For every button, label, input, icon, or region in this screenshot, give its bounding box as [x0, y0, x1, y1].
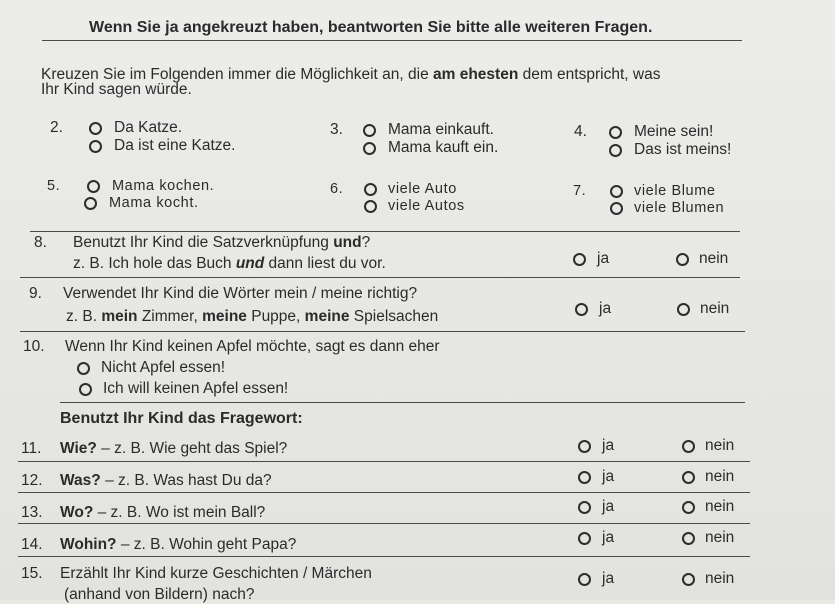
- radio-circle[interactable]: [364, 183, 377, 196]
- radio-circle[interactable]: [77, 362, 90, 375]
- option-ja: ja: [602, 529, 615, 546]
- choice-number: 3.: [330, 121, 343, 138]
- choice-option: Meine sein!: [634, 123, 714, 140]
- intro-line-2: Ihr Kind sagen würde.: [41, 81, 192, 98]
- radio-circle[interactable]: [609, 144, 622, 157]
- choice-option: viele Auto: [388, 181, 457, 197]
- option-ja: ja: [602, 468, 615, 485]
- question-10-option: Ich will keinen Apfel essen!: [103, 380, 289, 397]
- intro-line-1: Kreuzen Sie im Folgenden immer die Möglichkeit an, die am ehesten dem entspricht, was: [41, 66, 661, 83]
- divider: [18, 556, 750, 557]
- question-9-example: z. B. mein Zimmer, meine Puppe, meine Spielsachen: [66, 308, 439, 325]
- option-nein: nein: [705, 529, 735, 546]
- question-text: Wohin? – z. B. Wohin geht Papa?: [60, 536, 297, 553]
- radio-no[interactable]: [682, 440, 695, 453]
- radio-yes[interactable]: [578, 501, 591, 514]
- choice-number: 2.: [50, 119, 63, 136]
- divider: [18, 492, 750, 493]
- choice-option: viele Blumen: [634, 200, 725, 216]
- radio-no[interactable]: [682, 501, 695, 514]
- choice-option: Das ist meins!: [634, 141, 732, 158]
- radio-no[interactable]: [677, 303, 690, 316]
- radio-yes[interactable]: [578, 440, 591, 453]
- question-15-text-cont: (anhand von Bildern) nach?: [64, 586, 255, 603]
- choice-number: 6.: [330, 181, 344, 197]
- option-nein: nein: [705, 468, 735, 485]
- header-instruction: Wenn Sie ja angekreuzt haben, beantworten Sie bitte alle weiteren Fragen.: [89, 19, 653, 36]
- question-10-option: Nicht Apfel essen!: [101, 359, 226, 376]
- question-number: 13.: [21, 504, 43, 521]
- question-10-text: Wenn Ihr Kind keinen Apfel möchte, sagt es dann eher: [65, 338, 440, 355]
- question-text: Wo? – z. B. Wo ist mein Ball?: [60, 504, 266, 521]
- divider: [20, 277, 740, 278]
- radio-yes[interactable]: [573, 253, 586, 266]
- option-ja: ja: [599, 300, 612, 317]
- radio-circle[interactable]: [89, 140, 102, 153]
- radio-no[interactable]: [682, 471, 695, 484]
- question-number: 12.: [21, 472, 43, 489]
- radio-circle[interactable]: [609, 126, 622, 139]
- option-nein: nein: [705, 437, 735, 454]
- choice-number: 7.: [573, 183, 587, 199]
- option-nein: nein: [705, 498, 735, 515]
- radio-circle[interactable]: [610, 185, 623, 198]
- question-15-text: Erzählt Ihr Kind kurze Geschichten / Märchen: [60, 565, 372, 582]
- choice-option: viele Blume: [634, 183, 716, 199]
- option-ja: ja: [602, 498, 615, 515]
- radio-no[interactable]: [676, 253, 689, 266]
- option-nein: nein: [699, 250, 729, 267]
- question-number: 8.: [34, 234, 47, 251]
- question-number: 15.: [21, 565, 43, 582]
- choice-option: Da Katze.: [114, 119, 183, 136]
- radio-circle[interactable]: [363, 124, 376, 137]
- question-8-text: Benutzt Ihr Kind die Satzverknüpfung und?: [73, 234, 371, 251]
- question-number: 11.: [21, 440, 42, 457]
- radio-yes[interactable]: [578, 573, 591, 586]
- radio-circle[interactable]: [364, 200, 377, 213]
- question-number: 9.: [29, 285, 42, 302]
- option-nein: nein: [705, 570, 735, 587]
- radio-circle[interactable]: [79, 383, 92, 396]
- choice-option: Mama kochen.: [112, 178, 215, 194]
- option-ja: ja: [597, 250, 610, 267]
- question-number: 10.: [23, 338, 45, 355]
- divider: [30, 231, 740, 232]
- section-title: Benutzt Ihr Kind das Fragewort:: [60, 410, 303, 427]
- option-ja: ja: [602, 437, 615, 454]
- choice-option: Mama kauft ein.: [388, 139, 499, 156]
- choice-option: viele Autos: [388, 198, 465, 214]
- radio-circle[interactable]: [610, 202, 623, 215]
- radio-no[interactable]: [682, 573, 695, 586]
- choice-number: 4.: [574, 123, 587, 140]
- radio-circle[interactable]: [89, 122, 102, 135]
- question-text: Was? – z. B. Was hast Du da?: [60, 472, 272, 489]
- choice-option: Mama einkauft.: [388, 121, 494, 138]
- question-number: 14.: [21, 536, 43, 553]
- radio-yes[interactable]: [578, 471, 591, 484]
- radio-circle[interactable]: [84, 197, 97, 210]
- choice-number: 5.: [47, 178, 61, 194]
- question-9-text: Verwendet Ihr Kind die Wörter mein / meine richtig?: [63, 285, 418, 302]
- question-text: Wie? – z. B. Wie geht das Spiel?: [60, 440, 288, 457]
- radio-yes[interactable]: [575, 303, 588, 316]
- divider: [20, 331, 745, 332]
- question-8-example: z. B. Ich hole das Buch und dann liest du vor.: [73, 255, 386, 272]
- radio-circle[interactable]: [363, 142, 376, 155]
- radio-no[interactable]: [682, 532, 695, 545]
- divider: [18, 523, 750, 524]
- option-ja: ja: [602, 570, 615, 587]
- radio-circle[interactable]: [87, 180, 100, 193]
- choice-option: Mama kocht.: [109, 195, 199, 211]
- divider: [42, 40, 742, 41]
- divider: [18, 461, 750, 462]
- divider: [60, 402, 745, 403]
- choice-option: Da ist eine Katze.: [114, 137, 236, 154]
- option-nein: nein: [700, 300, 730, 317]
- radio-yes[interactable]: [578, 532, 591, 545]
